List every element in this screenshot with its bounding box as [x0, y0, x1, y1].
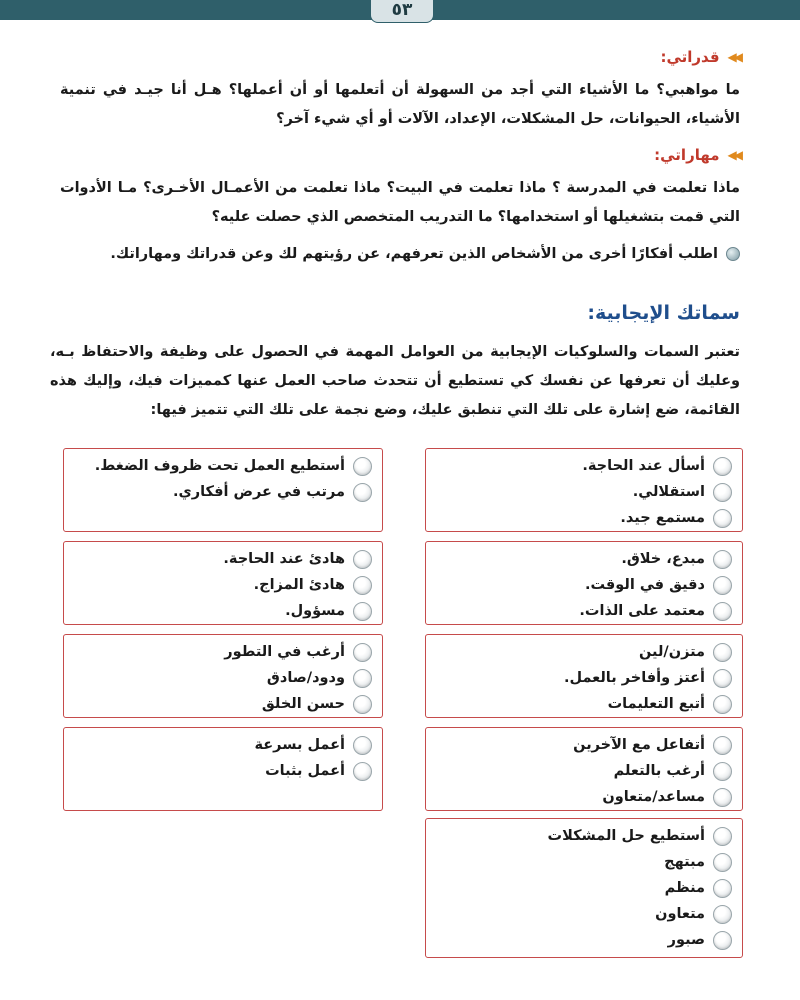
page-number: ٥٣: [370, 0, 434, 23]
radio-circle-icon[interactable]: [713, 695, 732, 714]
trait-item[interactable]: أستطيع حل المشكلات: [426, 823, 742, 849]
radio-circle-icon[interactable]: [353, 550, 372, 569]
trait-item[interactable]: مساعد/متعاون: [426, 784, 742, 810]
trait-box: [63, 727, 383, 811]
double-arrow-icon: ◀◀: [727, 50, 740, 64]
bullet-text: اطلب أفكارًا أخرى من الأشخاص الذين تعرفهم، عن رؤيتهم لك وعن قدراتك ومهاراتك.: [110, 246, 718, 262]
radio-circle-icon[interactable]: [713, 827, 732, 846]
trait-item[interactable]: منظم: [426, 875, 742, 901]
radio-circle-icon[interactable]: [713, 669, 732, 688]
radio-circle-icon[interactable]: [713, 905, 732, 924]
trait-item[interactable]: استقلالي.: [426, 479, 742, 505]
trait-item[interactable]: صبور: [426, 927, 742, 953]
section-title: سماتك الإيجابية:: [587, 302, 740, 324]
trait-item[interactable]: معتمد على الذات.: [426, 598, 742, 624]
radio-circle-icon[interactable]: [713, 788, 732, 807]
bullet-line: [60, 240, 740, 268]
trait-item[interactable]: مبدع، خلاق.: [426, 546, 742, 572]
bullet-icon: [726, 247, 740, 261]
radio-circle-icon[interactable]: [713, 762, 732, 781]
radio-circle-icon[interactable]: [713, 483, 732, 502]
radio-circle-icon[interactable]: [353, 643, 372, 662]
radio-circle-icon[interactable]: [353, 457, 372, 476]
trait-box: [425, 448, 743, 532]
trait-item[interactable]: أرغب في التطور: [64, 639, 382, 665]
skills-heading: [654, 146, 740, 164]
radio-circle-icon[interactable]: [353, 695, 372, 714]
radio-circle-icon[interactable]: [713, 853, 732, 872]
trait-item[interactable]: أتبع التعليمات: [426, 691, 742, 717]
section-intro: تعتبر السمات والسلوكيات الإيجابية من العوامل المهمة في الحصول على وظيفة والاحتفاظ بـه، وعليك أن تعرفها عن نفسك كي تستطيع أن تتحدث صاحب العمل عنها كمميزات فيك، وإليك هذه القائمة، ضع إشارة على تلك التي تنطبق عليك، وضع نجمة على تلك التي تتميز فيها:: [50, 344, 740, 418]
double-arrow-icon: ◀◀: [727, 148, 740, 162]
trait-box: [63, 541, 383, 625]
skills-text: ماذا تعلمت في المدرسة ؟ ماذا تعلمت في البيت؟ ماذا تعلمت من الأعمـال الأخـرى؟ مـا الأدوات التي قمت بتشغيلها أو استخدامها؟ ما التدريب المتخصص الذي حصلت عليه؟: [60, 180, 740, 225]
trait-item[interactable]: مبتهج: [426, 849, 742, 875]
trait-item[interactable]: أعمل بسرعة: [64, 732, 382, 758]
trait-item[interactable]: مستمع جيد.: [426, 505, 742, 531]
skills-heading-text: مهاراتي:: [654, 146, 720, 164]
trait-item[interactable]: أتفاعل مع الآخرين: [426, 732, 742, 758]
radio-circle-icon[interactable]: [713, 457, 732, 476]
trait-item[interactable]: أرغب بالتعلم: [426, 758, 742, 784]
trait-item[interactable]: متعاون: [426, 901, 742, 927]
trait-box: [63, 634, 383, 718]
trait-box: [425, 541, 743, 625]
radio-circle-icon[interactable]: [353, 669, 372, 688]
trait-item[interactable]: حسن الخلق: [64, 691, 382, 717]
radio-circle-icon[interactable]: [713, 602, 732, 621]
trait-item[interactable]: هادئ عند الحاجة.: [64, 546, 382, 572]
radio-circle-icon[interactable]: [353, 576, 372, 595]
trait-item[interactable]: ودود/صادق: [64, 665, 382, 691]
trait-item[interactable]: أسأل عند الحاجة.: [426, 453, 742, 479]
trait-item[interactable]: مرتب في عرض أفكاري.: [64, 479, 382, 505]
abilities-heading-text: قدراتي:: [660, 48, 720, 66]
abilities-text: ما مواهبي؟ ما الأشياء التي أجد من السهولة أن أتعلمها أو أن أعملها؟ هـل أنا جيـد في تنمية الأشياء، الحيوانات، حل المشكلات، الإعداد، الآلات أو أي شيء آخر؟: [60, 82, 740, 127]
trait-box: [425, 634, 743, 718]
radio-circle-icon[interactable]: [713, 879, 732, 898]
trait-box: [63, 448, 383, 532]
radio-circle-icon[interactable]: [353, 602, 372, 621]
radio-circle-icon[interactable]: [713, 550, 732, 569]
abilities-heading: [660, 48, 740, 66]
radio-circle-icon[interactable]: [713, 576, 732, 595]
radio-circle-icon[interactable]: [353, 736, 372, 755]
trait-item[interactable]: دقيق في الوقت.: [426, 572, 742, 598]
trait-box: [425, 818, 743, 958]
radio-circle-icon[interactable]: [353, 483, 372, 502]
trait-item[interactable]: مسؤول.: [64, 598, 382, 624]
radio-circle-icon[interactable]: [713, 643, 732, 662]
radio-circle-icon[interactable]: [713, 509, 732, 528]
trait-item[interactable]: متزن/لين: [426, 639, 742, 665]
trait-item[interactable]: أستطيع العمل تحت ظروف الضغط.: [64, 453, 382, 479]
trait-item[interactable]: أعتز وأفاخر بالعمل.: [426, 665, 742, 691]
radio-circle-icon[interactable]: [713, 931, 732, 950]
trait-item[interactable]: أعمل بثبات: [64, 758, 382, 784]
radio-circle-icon[interactable]: [713, 736, 732, 755]
radio-circle-icon[interactable]: [353, 762, 372, 781]
trait-box: [425, 727, 743, 811]
trait-item[interactable]: هادئ المزاج.: [64, 572, 382, 598]
